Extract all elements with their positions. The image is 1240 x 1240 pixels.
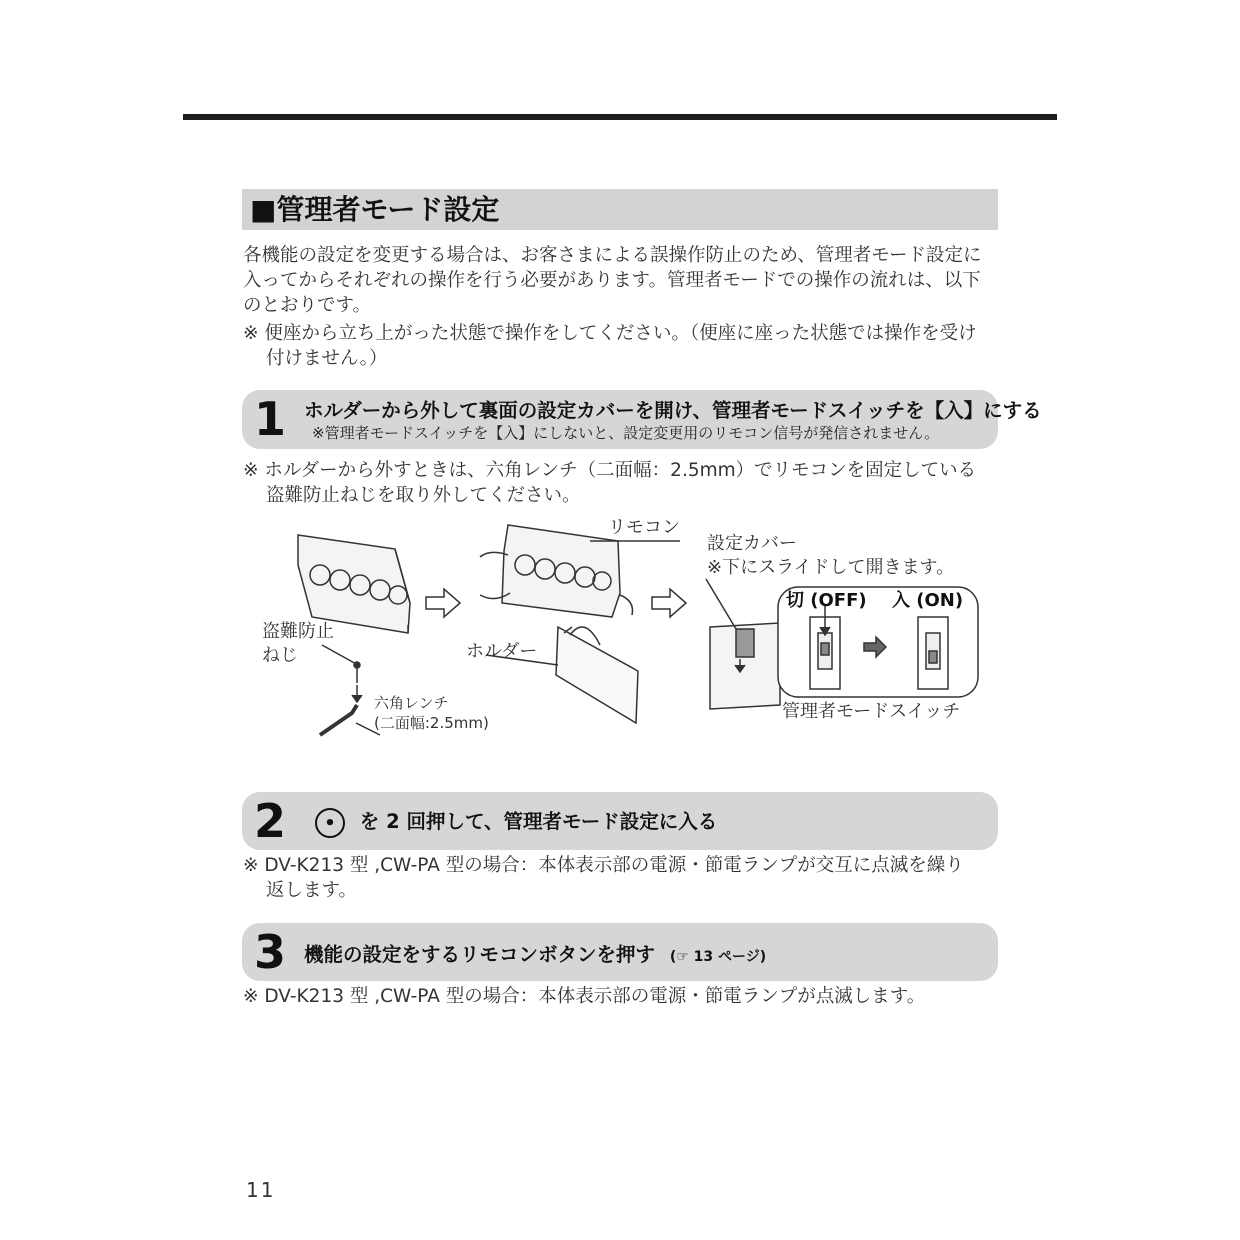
- step-3-box: [242, 923, 998, 981]
- step-3-number: 3: [254, 925, 287, 979]
- step-1-number: 1: [254, 392, 287, 446]
- step-2-title: を 2 回押して、管理者モード設定に入る: [359, 810, 718, 833]
- step-2-title-row: [315, 806, 717, 838]
- diagram-illustration: [240, 505, 1000, 765]
- intro-note-line: ※ 便座から立ち上がった状態で操作をしてください。（便座に座った状態では操作を受け: [243, 323, 977, 344]
- label-theft-screw: 盗難防止: [262, 621, 334, 642]
- step-2-note: [243, 853, 1003, 903]
- step-1-subnote: ※管理者モードスイッチを【入】にしないと、設定変更用のリモコン信号が発信されません。: [312, 424, 940, 442]
- top-rule: [183, 114, 1057, 120]
- label-remote: リモコン: [608, 517, 680, 538]
- intro-line: 入ってからそれぞれの操作を行う必要があります。管理者モードでの操作の流れは、以下: [243, 270, 981, 291]
- remote-center-button-icon: •: [315, 808, 345, 838]
- step-1-note-line: ※ ホルダーから外すときは、六角レンチ（二面幅：2.5mm）でリモコンを固定している: [243, 460, 977, 481]
- intro-note: [243, 321, 1003, 371]
- label-setting-cover-note: ※下にスライドして開きます。: [707, 557, 955, 578]
- step-1-note-line: 盗難防止ねじを取り外してください。: [266, 485, 581, 506]
- label-on: 入 (ON): [892, 590, 964, 611]
- page-number: 11: [246, 1178, 276, 1202]
- label-setting-cover: 設定カバー: [707, 533, 797, 554]
- label-hex-wrench: 六角レンチ: [374, 694, 449, 712]
- intro-line: 各機能の設定を変更する場合は、お客さまによる誤操作防止のため、管理者モード設定に: [243, 245, 982, 266]
- step-2-note-line: ※ DV-K213 型 ,CW-PA 型の場合：本体表示部の電源・節電ランプが交互に点滅を繰り: [243, 855, 964, 876]
- section-title: ■管理者モード設定: [242, 189, 998, 230]
- step-2-note-line: 返します。: [266, 880, 358, 901]
- step-3-title-row: [304, 939, 766, 967]
- label-admin-switch: 管理者モードスイッチ: [782, 701, 961, 722]
- step-1-box: [242, 390, 1042, 449]
- label-theft-screw: ねじ: [262, 645, 298, 666]
- step-2-number: 2: [254, 794, 287, 848]
- intro-paragraph: [243, 243, 1003, 318]
- step-3-note: ※ DV-K213 型 ,CW-PA 型の場合：本体表示部の電源・節電ランプが点滅します。: [243, 986, 926, 1007]
- label-off: 切 (OFF): [786, 590, 867, 611]
- label-holder: ホルダー: [466, 641, 538, 662]
- step-2-box: [242, 792, 998, 850]
- step-3-title: 機能の設定をするリモコンボタンを押す: [304, 943, 656, 966]
- label-hex-wrench-size: (二面幅:2.5mm): [374, 714, 489, 732]
- intro-note-line: 付けません。）: [266, 348, 388, 369]
- page-reference: (☞ 13 ページ): [669, 949, 767, 965]
- step-1-note: [243, 458, 1003, 508]
- intro-line: のとおりです。: [243, 295, 372, 316]
- step-1-title: ホルダーから外して裏面の設定カバーを開け、管理者モードスイッチを【入】にする: [304, 399, 1042, 422]
- installation-diagram: [240, 505, 1000, 765]
